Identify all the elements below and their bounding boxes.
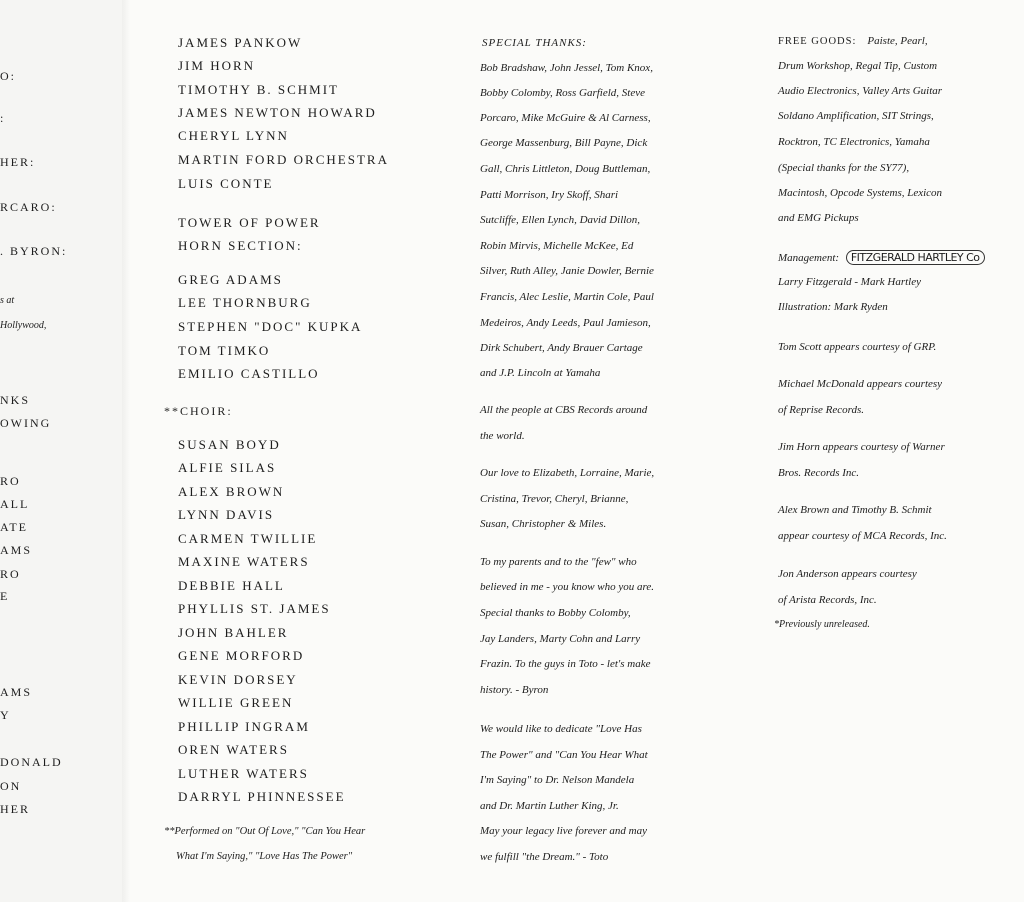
horn-member: TOM TIMKO <box>178 343 271 358</box>
special-thanks-heading: SPECIAL THANKS: <box>482 37 587 49</box>
thanks-line: Jay Landers, Marty Cohn and Larry <box>480 633 641 645</box>
dedication-line: The Power" and "Can You Hear What <box>480 749 648 761</box>
illustration-credit: Illustration: Mark Ryden <box>778 301 888 313</box>
free-goods-line: and EMG Pickups <box>778 212 859 224</box>
choir-member: PHYLLIS ST. JAMES <box>178 601 331 616</box>
free-goods-line: Drum Workshop, Regal Tip, Custom <box>778 60 938 72</box>
left-fragment: RO <box>0 567 21 581</box>
thanks-line: Gall, Chris Littleton, Doug Buttleman, <box>480 163 651 175</box>
fitzgerald-hartley-logo: FITZGERALD HARTLEY Co <box>846 250 985 265</box>
thanks-line: the world. <box>480 430 525 442</box>
thanks-line: Patti Morrison, Iry Skoff, Shari <box>480 189 619 201</box>
thanks-line: Susan, Christopher & Miles. <box>480 518 607 530</box>
thanks-line: history. - Byron <box>480 684 549 696</box>
thanks-line: Special thanks to Bobby Colomby, <box>480 607 631 619</box>
thanks-line: George Massenburg, Bill Payne, Dick <box>480 137 648 149</box>
choir-member: CARMEN TWILLIE <box>178 531 318 546</box>
musician-name: JIM HORN <box>178 58 256 73</box>
choir-footnote: **Performed on "Out Of Love," "Can You Hear <box>164 826 366 837</box>
left-fragment: Y <box>0 708 11 722</box>
choir-member: OREN WATERS <box>178 742 289 757</box>
left-fragment: NKS <box>0 393 31 407</box>
dedication-line: I'm Saying" to Dr. Nelson Mandela <box>480 774 635 786</box>
courtesy-line: of Reprise Records. <box>778 404 865 416</box>
free-goods-line: (Special thanks for the SY77), <box>778 162 910 174</box>
horn-section-heading: HORN SECTION: <box>178 238 303 253</box>
horn-member: STEPHEN "DOC" KUPKA <box>178 319 363 334</box>
left-fragment: : <box>0 111 6 125</box>
choir-footnote: What I'm Saying," "Love Has The Power" <box>176 851 353 862</box>
musician-name: CHERYL LYNN <box>178 128 289 143</box>
left-fragment: AMS <box>0 543 33 557</box>
courtesy-line: Bros. Records Inc. <box>778 467 860 479</box>
choir-member: MAXINE WATERS <box>178 554 310 569</box>
thanks-line: All the people at CBS Records around <box>480 404 648 416</box>
thanks-line: Our love to Elizabeth, Lorraine, Marie, <box>480 467 655 479</box>
courtesy-line: appear courtesy of MCA Records, Inc. <box>778 530 947 542</box>
choir-member: PHILLIP INGRAM <box>178 719 310 734</box>
thanks-line: Bob Bradshaw, John Jessel, Tom Knox, <box>480 62 653 74</box>
dedication-line: May your legacy live forever and may <box>480 825 647 837</box>
left-fragment: OWING <box>0 416 52 430</box>
free-goods-line: Audio Electronics, Valley Arts Guitar <box>778 85 943 97</box>
choir-member: LYNN DAVIS <box>178 507 275 522</box>
courtesy-line: Jim Horn appears courtesy of Warner <box>778 441 945 453</box>
courtesy-line: Jon Anderson appears courtesy <box>778 568 917 580</box>
thanks-line: Robin Mirvis, Michelle McKee, Ed <box>480 240 634 252</box>
left-fragment: Hollywood, <box>0 320 47 331</box>
choir-member: DEBBIE HALL <box>178 578 285 593</box>
horn-member: LEE THORNBURG <box>178 295 312 310</box>
left-fragment: E <box>0 589 10 603</box>
horn-section-heading: TOWER OF POWER <box>178 215 321 230</box>
musician-name: TIMOTHY B. SCHMIT <box>178 82 339 97</box>
dedication-line: we fulfill "the Dream." - Toto <box>480 851 609 863</box>
courtesy-line: Alex Brown and Timothy B. Schmit <box>778 504 932 516</box>
thanks-line: Frazin. To the guys in Toto - let's make <box>480 658 651 670</box>
horn-member: EMILIO CASTILLO <box>178 366 320 381</box>
choir-member: GENE MORFORD <box>178 648 305 663</box>
free-goods-label: FREE GOODS: <box>778 36 857 47</box>
choir-member: SUSAN BOYD <box>178 437 281 452</box>
thanks-line: Medeiros, Andy Leeds, Paul Jamieson, <box>480 317 651 329</box>
choir-member: ALFIE SILAS <box>178 460 277 475</box>
left-fragment: AMS <box>0 685 33 699</box>
thanks-line: Porcaro, Mike McGuire & Al Carness, <box>480 112 651 124</box>
page-fold <box>122 0 130 902</box>
left-fragment: s at <box>0 295 15 306</box>
free-goods-line: Soldano Amplification, SIT Strings, <box>778 110 934 122</box>
free-goods-line: Macintosh, Opcode Systems, Lexicon <box>778 187 943 199</box>
unreleased-note: *Previously unreleased. <box>774 619 870 630</box>
thanks-line: Francis, Alec Leslie, Martin Cole, Paul <box>480 291 654 303</box>
choir-member: KEVIN DORSEY <box>178 672 298 687</box>
left-fragment: RO <box>0 474 21 488</box>
choir-heading: **CHOIR: <box>164 404 233 418</box>
thanks-line: Silver, Ruth Alley, Janie Dowler, Bernie <box>480 265 654 277</box>
musician-name: JAMES NEWTON HOWARD <box>178 105 377 120</box>
thanks-line: Cristina, Trevor, Cheryl, Brianne, <box>480 493 629 505</box>
thanks-line: and J.P. Lincoln at Yamaha <box>480 367 601 379</box>
thanks-line: To my parents and to the "few" who <box>480 556 637 568</box>
courtesy-line: of Arista Records, Inc. <box>778 594 877 606</box>
courtesy-line: Michael McDonald appears courtesy <box>778 378 943 390</box>
free-goods-first: Paiste, Pearl, <box>867 35 928 47</box>
dedication-line: and Dr. Martin Luther King, Jr. <box>480 800 619 812</box>
thanks-line: believed in me - you know who you are. <box>480 581 655 593</box>
left-fragment: HER: <box>0 155 36 169</box>
management-label: Management: <box>778 252 840 264</box>
musician-name: LUIS CONTE <box>178 176 274 191</box>
choir-member: DARRYL PHINNESSEE <box>178 789 346 804</box>
thanks-line: Dirk Schubert, Andy Brauer Cartage <box>480 342 643 354</box>
left-fragment: O: <box>0 69 16 83</box>
choir-member: WILLIE GREEN <box>178 695 294 710</box>
choir-member: JOHN BAHLER <box>178 625 289 640</box>
thanks-line: Bobby Colomby, Ross Garfield, Steve <box>480 87 645 99</box>
courtesy-line: Tom Scott appears courtesy of GRP. <box>778 341 937 353</box>
thanks-line: Sutcliffe, Ellen Lynch, David Dillon, <box>480 214 641 226</box>
left-fragment: . BYRON: <box>0 244 68 258</box>
left-fragment: DONALD <box>0 755 63 769</box>
horn-member: GREG ADAMS <box>178 272 283 287</box>
choir-member: LUTHER WATERS <box>178 766 309 781</box>
musician-name: MARTIN FORD ORCHESTRA <box>178 152 389 167</box>
dedication-line: We would like to dedicate "Love Has <box>480 723 642 735</box>
free-goods-line: Rocktron, TC Electronics, Yamaha <box>778 136 930 148</box>
management-line: Larry Fitzgerald - Mark Hartley <box>778 276 921 288</box>
left-fragment: ALL <box>0 497 30 511</box>
left-fragment: HER <box>0 802 30 816</box>
left-fragment: ATE <box>0 520 28 534</box>
left-fragment: ON <box>0 779 22 793</box>
left-fragment: RCARO: <box>0 200 57 214</box>
left-page-fragment <box>0 0 123 902</box>
choir-member: ALEX BROWN <box>178 484 285 499</box>
management-line <box>778 250 985 265</box>
free-goods-line <box>778 35 928 47</box>
musician-name: JAMES PANKOW <box>178 35 303 50</box>
